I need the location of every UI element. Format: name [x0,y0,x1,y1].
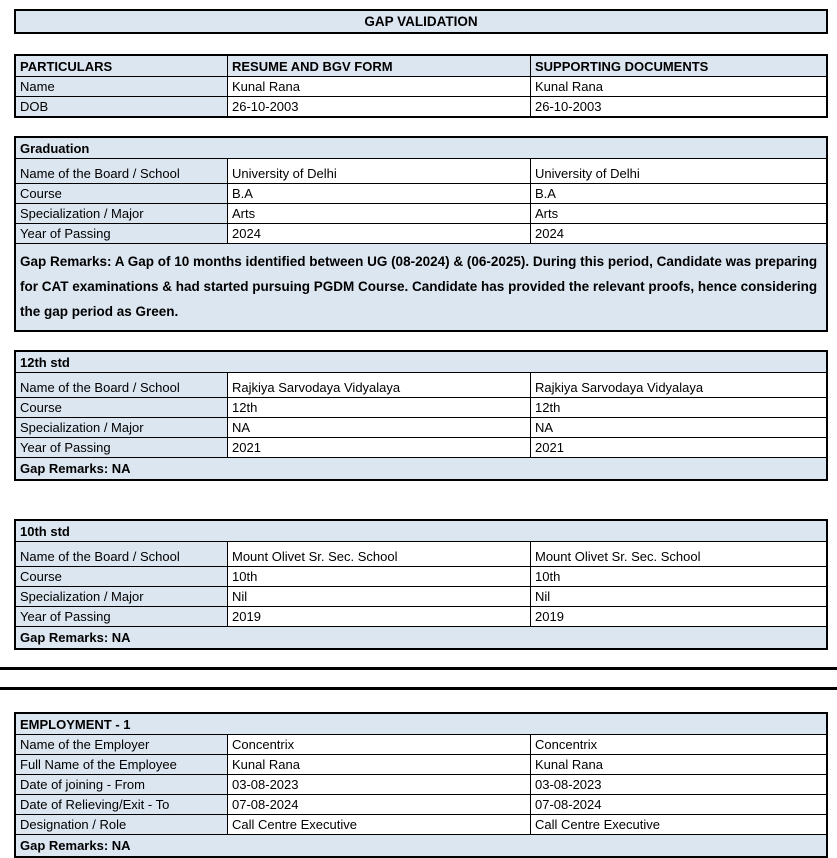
cell-label: Course [16,567,227,586]
cell-label: Date of Relieving/Exit - To [16,795,227,814]
cell-resume-value: Kunal Rana [227,755,530,774]
column-header-particulars: PARTICULARS [16,56,227,76]
cell-supporting-value: Concentrix [530,735,826,754]
cell-resume-value: NA [227,418,530,437]
cell-supporting-value: B.A [530,184,826,203]
cell-resume-value: 2021 [227,438,530,457]
document-title: GAP VALIDATION [364,14,478,29]
table-row [16,203,826,223]
cell-resume-value: B.A [227,184,530,203]
table-row [16,417,826,437]
cell-supporting-value: 12th [530,398,826,417]
cell-supporting-value: Kunal Rana [530,77,826,96]
cell-label: Designation / Role [16,815,227,834]
cell-label: Year of Passing [16,607,227,626]
cell-supporting-value: NA [530,418,826,437]
section-header: 12th std [16,352,826,372]
table-row [16,566,826,586]
table-row [16,158,826,183]
cell-label: Course [16,398,227,417]
cell-resume-value: 12th [227,398,530,417]
table-row [16,734,826,754]
table-row [16,183,826,203]
cell-supporting-value: 2019 [530,607,826,626]
cell-resume-value: Nil [227,587,530,606]
section-graduation [14,136,828,332]
table-row [16,586,826,606]
cell-label: Date of joining - From [16,775,227,794]
table-row [16,814,826,834]
cell-supporting-value: Mount Olivet Sr. Sec. School [530,542,826,566]
cell-supporting-value: Rajkiya Sarvodaya Vidyalaya [530,373,826,397]
section-12th-std [14,350,828,481]
cell-resume-value: 2024 [227,224,530,243]
particulars-table [14,54,828,118]
cell-supporting-value: University of Delhi [530,159,826,183]
table-row [16,606,826,626]
cell-resume-value: Call Centre Executive [227,815,530,834]
cell-label: Name of the Employer [16,735,227,754]
cell-supporting-value: Kunal Rana [530,755,826,774]
cell-resume-value: Arts [227,204,530,223]
cell-label: Specialization / Major [16,587,227,606]
cell-label: Name of the Board / School [16,542,227,566]
document-title-box [14,9,828,34]
table-row [16,372,826,397]
cell-resume-value: Rajkiya Sarvodaya Vidyalaya [227,373,530,397]
cell-resume-value: 26-10-2003 [227,97,530,116]
table-row [16,76,826,96]
cell-resume-value: 10th [227,567,530,586]
cell-label: Year of Passing [16,438,227,457]
cell-label: Specialization / Major [16,418,227,437]
cell-supporting-value: 2024 [530,224,826,243]
cell-label: Full Name of the Employee [16,755,227,774]
section-header: 10th std [16,521,826,541]
cell-label: Year of Passing [16,224,227,243]
cell-supporting-value: Arts [530,204,826,223]
section-10th-std [14,519,828,650]
cell-supporting-value: 07-08-2024 [530,795,826,814]
cell-supporting-value: Call Centre Executive [530,815,826,834]
table-row [16,774,826,794]
gap-remarks: Gap Remarks: A Gap of 10 months identified between UG (08-2024) & (06-2025). During this period, Candidate was preparing for CAT examinations & had started pursuing PGDM Course. Candidate has provided the relevant proofs, hence considering the gap period as Green. [16,243,826,330]
table-row [16,541,826,566]
gap-validation-document [0,9,837,853]
cell-resume-value: 07-08-2024 [227,795,530,814]
column-header-supporting: SUPPORTING DOCUMENTS [530,56,826,76]
section-header: EMPLOYMENT - 1 [16,714,826,734]
table-row [16,223,826,243]
cell-supporting-value: Nil [530,587,826,606]
cell-resume-value: Concentrix [227,735,530,754]
cell-supporting-value: 26-10-2003 [530,97,826,116]
table-row [16,96,826,116]
particulars-header-row [16,56,826,76]
table-row [16,437,826,457]
column-header-resume: RESUME AND BGV FORM [227,56,530,76]
cell-label: Name [16,77,227,96]
gap-remarks: Gap Remarks: NA [16,834,826,856]
gap-remarks: Gap Remarks: NA [16,457,826,479]
cell-resume-value: 2019 [227,607,530,626]
cell-supporting-value: 2021 [530,438,826,457]
cell-resume-value: Kunal Rana [227,77,530,96]
cell-resume-value: University of Delhi [227,159,530,183]
table-row [16,794,826,814]
section-employment-1 [14,712,828,858]
empty-separator-row [0,667,837,690]
cell-label: Name of the Board / School [16,373,227,397]
cell-resume-value: 03-08-2023 [227,775,530,794]
section-header: Graduation [16,138,826,158]
cell-supporting-value: 03-08-2023 [530,775,826,794]
table-row [16,754,826,774]
cell-label: Name of the Board / School [16,159,227,183]
cell-supporting-value: 10th [530,567,826,586]
table-row [16,397,826,417]
cell-label: Course [16,184,227,203]
cell-label: Specialization / Major [16,204,227,223]
cell-resume-value: Mount Olivet Sr. Sec. School [227,542,530,566]
cell-label: DOB [16,97,227,116]
gap-remarks: Gap Remarks: NA [16,626,826,648]
